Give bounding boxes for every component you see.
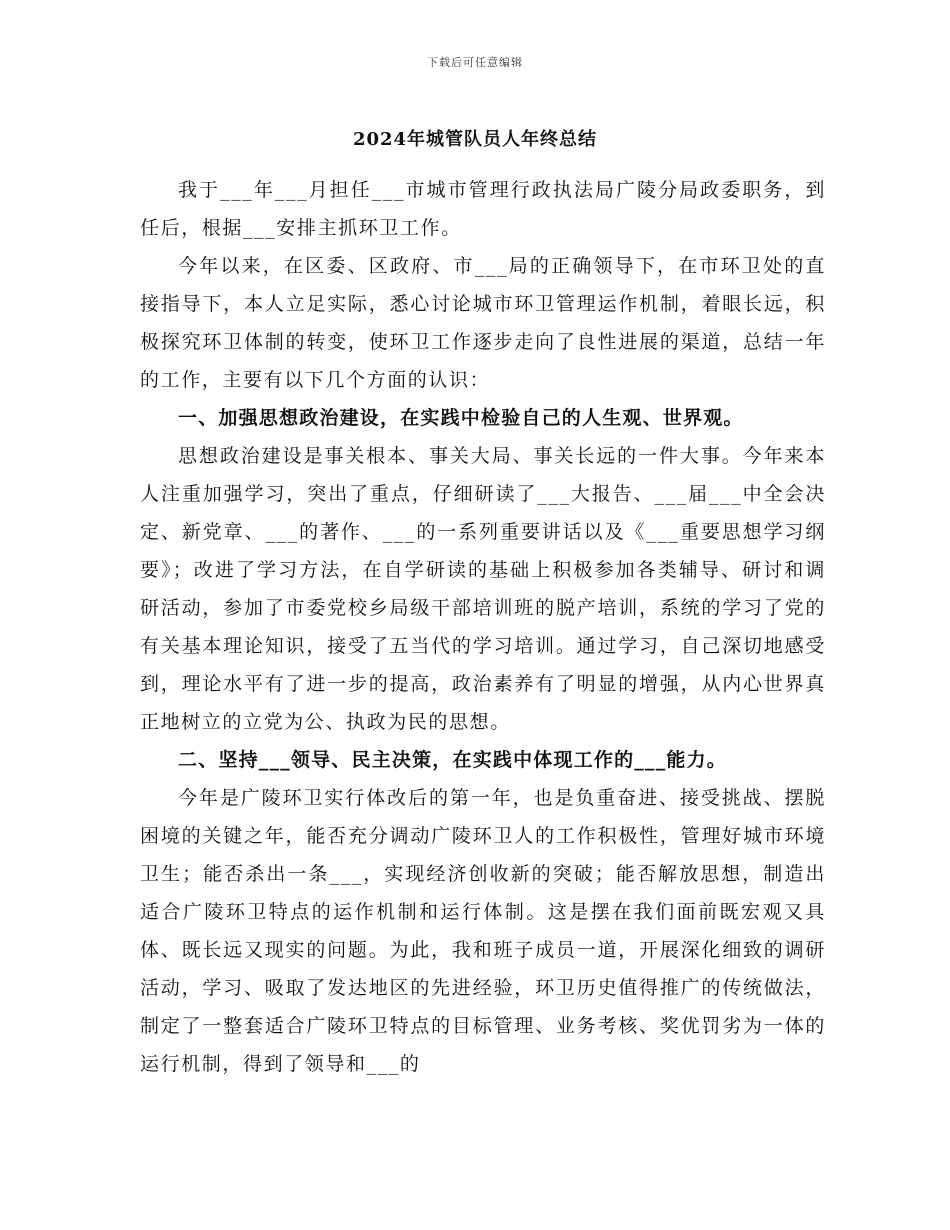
section-heading-2: 二、坚持___领导、民主决策，在实践中体现工作的___能力。 — [178, 749, 728, 771]
paragraph-reform: 今年是广陵环卫实行体改后的第一年，也是负重奋进、接受挑战、摆脱困境的关键之年，能否充分调动广陵环卫人的工作积极性，管理好城市环境卫生；能否杀出一条___，实现经济创收新的突破；能否解放思想，制造出适合广陵环卫特点的运作机制和运行体制。这是摆在我们面前既宏观又具体、既长远又现实的问题。为此，我和班子成员一道，开展深化细致的调研活动，学习、吸取了发达地区的先进经验，环卫历史值得推广的传统做法，制定了一整套适合广陵环卫特点的目标管理、业务考核、奖优罚劣为一体的运行机制，得到了领导和___的 — [140, 787, 826, 1075]
paragraph-appointment: 我于___年___月担任___市城市管理行政执法局广陵分局政委职务，到任后，根据___安排主抓环卫工作。 — [140, 179, 826, 239]
section-heading-1: 一、加强思想政治建设，在实践中检验自己的人生观、世界观。 — [178, 407, 744, 429]
page-header-note: 下载后可任意编辑 — [427, 56, 523, 69]
document-title: 2024年城管队员人年终总结 — [352, 129, 598, 150]
paragraph-political-study: 思想政治建设是事关根本、事关大局、事关长远的一件大事。今年来本人注重加强学习，突出了重点，仔细研读了___大报告、___届___中全会决定、新党章、___的著作、___的一系列重要讲话以及《___重要思想学习纲要》；改进了学习方法，在自学研读的基础上积极参加各类辅导、研讨和调研活动，参加了市委党校乡局级干部培训班的脱产培训，系统的学习了党的有关基本理论知识，接受了五当代的学习培训。通过学习，自己深切地感受到，理论水平有了进一步的提高，政治素养有了明显的增强，从内心世界真正地树立的立党为公、执政为民的思想。 — [140, 445, 826, 733]
document-body — [140, 171, 826, 1083]
paragraph-overview: 今年以来，在区委、区政府、市___局的正确领导下，在市环卫处的直接指导下，本人立足实际，悉心讨论城市环卫管理运作机制，着眼长远，积极探究环卫体制的转变，使环卫工作逐步走向了良性进展的渠道，总结一年的工作，主要有以下几个方面的认识： — [140, 255, 826, 391]
